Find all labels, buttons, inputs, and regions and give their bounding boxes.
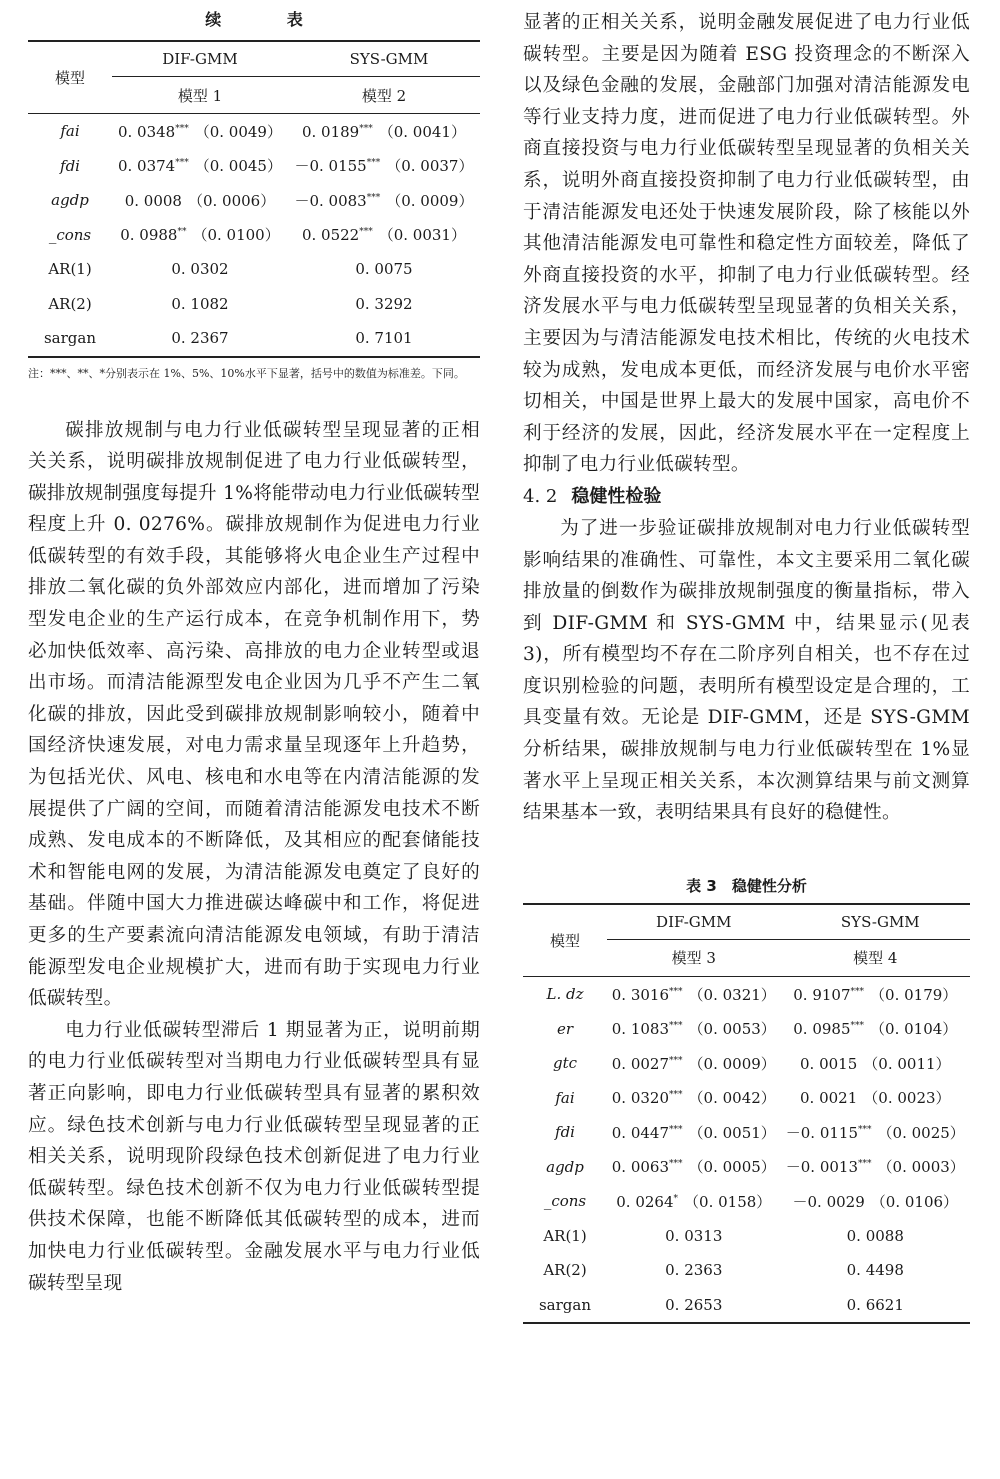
coefficient-value: －0. 0029 <box>792 1192 865 1211</box>
variable-name: sargan <box>28 321 112 357</box>
table-row <box>28 218 480 253</box>
coefficient-value: 0. 0015 <box>800 1054 858 1073</box>
standard-error: （0. 0037） <box>386 157 474 176</box>
sys-gmm-cell <box>781 1011 970 1046</box>
coefficient-value: －0. 0115 <box>785 1123 859 1142</box>
sys-gmm-cell <box>781 1218 970 1253</box>
dif-gmm-cell <box>607 1115 781 1150</box>
dif-gmm-cell <box>112 149 288 184</box>
standard-error: （0. 0011） <box>863 1054 951 1073</box>
standard-error: （0. 0179） <box>870 985 958 1004</box>
significance-stars: *** <box>850 986 865 997</box>
coefficient-value: 0. 0088 <box>846 1226 904 1245</box>
section-number: 4. 2 <box>523 485 558 507</box>
header-model: 模型 <box>523 904 607 977</box>
significance-stars: *** <box>858 1124 872 1135</box>
coefficient-value: 0. 0021 <box>800 1089 858 1108</box>
header-sys-gmm: SYS-GMM <box>288 41 480 77</box>
coefficient-value: 0. 2363 <box>665 1261 723 1280</box>
table-note: 注：***、**、*分别表示在 1%、5%、10%水平下显著，括号中的数值为标准差。下同。 <box>28 366 465 380</box>
coefficient-value: 0. 7101 <box>355 329 413 348</box>
standard-error: （0. 0003） <box>877 1158 965 1177</box>
table-row <box>28 114 480 149</box>
dif-gmm-cell <box>607 1046 781 1081</box>
standard-error: （0. 0100） <box>192 226 280 245</box>
coefficient-value: 0. 0027 <box>611 1054 670 1073</box>
standard-error: （0. 0321） <box>688 985 776 1004</box>
sys-gmm-cell <box>781 1253 970 1288</box>
coefficient-value: －0. 0083 <box>294 191 367 210</box>
table-row <box>523 976 970 1011</box>
standard-error: （0. 0051） <box>688 1123 776 1142</box>
dif-gmm-cell <box>607 1184 781 1219</box>
significance-stars: *** <box>669 1124 683 1135</box>
significance-stars: *** <box>366 192 381 203</box>
left-column <box>28 0 480 1299</box>
coefficient-value: 0. 0988 <box>120 226 178 245</box>
variable-name: agdp <box>546 1157 584 1176</box>
dif-gmm-cell <box>112 183 288 218</box>
significance-stars: *** <box>669 1090 683 1101</box>
coefficient-value: 0. 0320 <box>611 1089 670 1108</box>
variable-name: agdp <box>51 191 89 210</box>
coefficient-value: 0. 0313 <box>665 1226 723 1245</box>
right-column <box>523 7 970 1324</box>
sys-gmm-cell <box>288 114 480 149</box>
dif-gmm-cell <box>607 1149 781 1184</box>
dif-gmm-cell <box>112 218 288 253</box>
section-heading <box>523 481 970 513</box>
standard-error: （0. 0025） <box>877 1123 965 1142</box>
table-row <box>28 287 480 322</box>
sys-gmm-cell <box>288 218 480 253</box>
coefficient-value: 0. 0302 <box>171 260 229 279</box>
standard-error: （0. 0104） <box>870 1020 958 1039</box>
sys-gmm-cell <box>781 1046 970 1081</box>
table-row <box>523 1046 970 1081</box>
standard-error: （0. 0053） <box>688 1020 776 1039</box>
coefficient-value: 0. 9107 <box>793 985 851 1004</box>
standard-error: （0. 0045） <box>194 157 282 176</box>
table-row <box>523 1184 970 1219</box>
sys-gmm-cell <box>781 1115 970 1150</box>
standard-error: （0. 0158） <box>684 1192 772 1211</box>
significance-stars: *** <box>359 123 373 134</box>
dif-gmm-cell <box>607 1080 781 1115</box>
standard-error: （0. 0009） <box>688 1054 776 1073</box>
dif-gmm-cell <box>112 114 288 149</box>
sys-gmm-cell <box>781 1184 970 1219</box>
variable-name: fai <box>60 122 80 141</box>
dif-gmm-cell <box>607 976 781 1011</box>
table-row <box>28 321 480 357</box>
significance-stars: *** <box>175 123 189 134</box>
coefficient-value: －0. 0013 <box>785 1158 859 1177</box>
standard-error: （0. 0106） <box>870 1192 959 1211</box>
dif-gmm-cell <box>607 1287 781 1323</box>
sys-gmm-cell <box>288 287 480 322</box>
variable-name: fdi <box>555 1123 575 1142</box>
coefficient-value: 0. 2367 <box>171 329 229 348</box>
significance-stars: *** <box>359 227 373 238</box>
standard-error: （0. 0023） <box>863 1089 951 1108</box>
variable-name: fai <box>555 1088 575 1107</box>
variable-name: er <box>556 1019 574 1038</box>
paragraph-carbon-regulation: 碳排放规制与电力行业低碳转型呈现显著的正相关关系，说明碳排放规制促进了电力行业低碳转型，碳排放规制强度每提升 1%将能带动电力行业低碳转型程度上升 0. 0276%。碳排放规制作为促进电力行业低碳转型的有效手段，其能够将火电企业生产过程中排放二氧化碳的负外部效应内部化，进而增加了污染型发电企业的生产运行成本，在竞争机制作用下，势必加快低效率、高污染、高排放的电力企业转型或退出市场。而清洁能源型发电企业因为几乎不产生二氧化碳的排放，因此受到碳排放规制影响较小，随着中国经济快速发展，对电力需求量呈现逐年上升趋势，为包括光伏、风电、核电和水电等在内清洁能源的发展提供了广阔的空间，而随着清洁能源发电技术不断成熟、发电成本的不断降低，及其相应的配套储能技术和智能电网的发展，为清洁能源发电奠定了良好的基础。伴随中国大力推进碳达峰碳中和工作，将促进更多的生产要素流向清洁能源发电领域，有助于清洁能源型发电企业规模扩大，进而有助于实现电力行业低碳转型。 <box>28 419 480 1010</box>
standard-error: （0. 0006） <box>187 191 276 210</box>
dif-gmm-cell <box>607 1253 781 1288</box>
coefficient-value: 0. 0985 <box>793 1020 851 1039</box>
coefficient-value: 0. 0447 <box>611 1123 670 1142</box>
coefficient-value: 0. 0189 <box>301 122 360 141</box>
coefficient-value: 0. 0008 <box>124 191 182 210</box>
coefficient-value: 0. 6621 <box>846 1295 904 1314</box>
variable-name: AR(1) <box>48 260 92 279</box>
coefficient-value: 0. 0264 <box>616 1192 674 1211</box>
dif-gmm-cell <box>112 321 288 357</box>
sys-gmm-cell <box>288 183 480 218</box>
robustness-table <box>523 903 970 1324</box>
table-row <box>523 1011 970 1046</box>
dif-gmm-cell <box>607 1011 781 1046</box>
table-row <box>523 1287 970 1323</box>
dif-gmm-cell <box>607 1218 781 1253</box>
table-row <box>523 1115 970 1150</box>
header-model-3: 模型 3 <box>607 939 781 976</box>
standard-error: （0. 0005） <box>688 1158 776 1177</box>
variable-name: L. dz <box>546 985 584 1004</box>
variable-name: sargan <box>523 1287 607 1323</box>
coefficient-value: 0. 0348 <box>117 122 176 141</box>
coefficient-value: 0. 3292 <box>355 294 413 313</box>
coefficient-value: 0. 1083 <box>611 1020 670 1039</box>
coefficient-value: 0. 0063 <box>611 1158 670 1177</box>
coefficient-value: －0. 0155 <box>294 157 367 176</box>
table-row <box>28 149 480 184</box>
significance-stars: ** <box>177 227 187 238</box>
sys-gmm-cell <box>288 252 480 287</box>
sys-gmm-cell <box>781 1149 970 1184</box>
significance-stars: *** <box>175 158 189 169</box>
coefficient-value: 0. 4498 <box>846 1261 904 1280</box>
sys-gmm-cell <box>288 321 480 357</box>
standard-error: （0. 0009） <box>386 191 474 210</box>
variable-name: AR(2) <box>48 294 92 313</box>
table-continued-title: 续 表 <box>205 10 333 29</box>
significance-stars: *** <box>669 986 683 997</box>
significance-stars: *** <box>858 1159 872 1170</box>
significance-stars: *** <box>669 1055 683 1066</box>
header-dif-gmm: DIF-GMM <box>112 41 288 77</box>
table-row <box>523 1253 970 1288</box>
significance-stars: *** <box>850 1021 865 1032</box>
coefficient-value: 0. 0075 <box>355 260 413 279</box>
sys-gmm-cell <box>781 1080 970 1115</box>
variable-name: _cons <box>543 1192 587 1211</box>
table-3-title: 表 3 稳健性分析 <box>686 876 807 895</box>
standard-error: （0. 0042） <box>688 1089 776 1108</box>
variable-name: gtc <box>552 1054 578 1073</box>
section-title: 稳健性检验 <box>571 485 662 507</box>
significance-stars: * <box>673 1193 679 1204</box>
paragraph-continued: 显著的正相关关系，说明金融发展促进了电力行业低碳转型。主要是因为随着 ESG 投资理念的不断深入以及绿色金融的发展，金融部门加强对清洁能源发电等行业支持力度，进而促进了电力行业低碳转型。外商直接投资与电力行业低碳转型呈现显著的负相关关系，说明外商直接投资抑制了电力行业低碳转型，由于清洁能源发电还处于快速发展阶段，除了核能以外其他清洁能源发电可靠性和稳定性方面较差，降低了外商直接投资的水平，抑制了电力行业低碳转型。经济发展水平与电力低碳转型呈现显著的负相关关系，主要因为与清洁能源发电技术相比，传统的火电技术较为成熟，发电成本更低，而经济发展与电价水平密切相关，中国是世界上最大的发展中国家，高电价不利于经济的发展，因此，经济发展水平在一定程度上抑制了电力行业低碳转型。 <box>523 12 970 476</box>
paragraph-robustness: 为了进一步验证碳排放规制对电力行业低碳转型影响结果的准确性、可靠性，本文主要采用二氧化碳排放量的倒数作为碳排放规制强度的衡量指标，带入到 DIF-GMM 和 SYS-GMM 中，结果显示(见表 3)，所有模型均不存在二阶序列自相关，也不存在过度识别检验的问题，表明所有模型设定是合理的，工具变量有效。无论是 DIF-GMM，还是 SYS-GMM 分析结果，碳排放规制与电力行业低碳转型在 1%显著水平上呈现正相关关系，本次测算结果与前文测算结果基本一致，表明结果具有良好的稳健性。 <box>523 517 970 824</box>
coefficient-value: 0. 0374 <box>117 157 176 176</box>
header-dif-gmm: DIF-GMM <box>607 904 781 940</box>
standard-error: （0. 0049） <box>194 122 282 141</box>
header-model: 模型 <box>28 41 112 114</box>
header-model-4: 模型 4 <box>781 939 970 976</box>
variable-name: _cons <box>48 225 92 244</box>
coefficient-value: 0. 3016 <box>611 985 670 1004</box>
sys-gmm-cell <box>781 976 970 1011</box>
significance-stars: *** <box>669 1159 683 1170</box>
sys-gmm-cell <box>781 1287 970 1323</box>
paragraph-lag-effect: 电力行业低碳转型滞后 1 期显著为正，说明前期的电力行业低碳转型对当期电力行业低碳转型具有显著正向影响，即电力行业低碳转型具有显著的累积效应。绿色技术创新与电力行业低碳转型呈现显著的正相关关系，说明现阶段绿色技术创新促进了电力行业低碳转型。绿色技术创新不仅为电力行业低碳转型提供技术保障，也能不断降低其低碳转型的成本，进而加快电力行业低碳转型。金融发展水平与电力行业低碳转型呈现 <box>28 1019 480 1294</box>
coefficient-value: 0. 0522 <box>301 226 360 245</box>
coefficient-value: 0. 2653 <box>665 1295 723 1314</box>
table-row <box>28 183 480 218</box>
coefficient-value: 0. 1082 <box>171 294 229 313</box>
regression-table-continued <box>28 40 480 358</box>
header-sys-gmm: SYS-GMM <box>781 904 970 940</box>
variable-name: fdi <box>60 156 80 175</box>
standard-error: （0. 0041） <box>378 122 466 141</box>
dif-gmm-cell <box>112 252 288 287</box>
table-row <box>523 1149 970 1184</box>
table-row <box>523 1218 970 1253</box>
table-row <box>28 252 480 287</box>
significance-stars: *** <box>669 1021 683 1032</box>
standard-error: （0. 0031） <box>378 226 466 245</box>
table-row <box>523 1080 970 1115</box>
variable-name: AR(1) <box>543 1226 587 1245</box>
header-model-2: 模型 2 <box>288 77 480 114</box>
dif-gmm-cell <box>112 287 288 322</box>
sys-gmm-cell <box>288 149 480 184</box>
variable-name: AR(2) <box>543 1261 587 1280</box>
significance-stars: *** <box>366 158 381 169</box>
header-model-1: 模型 1 <box>112 77 288 114</box>
